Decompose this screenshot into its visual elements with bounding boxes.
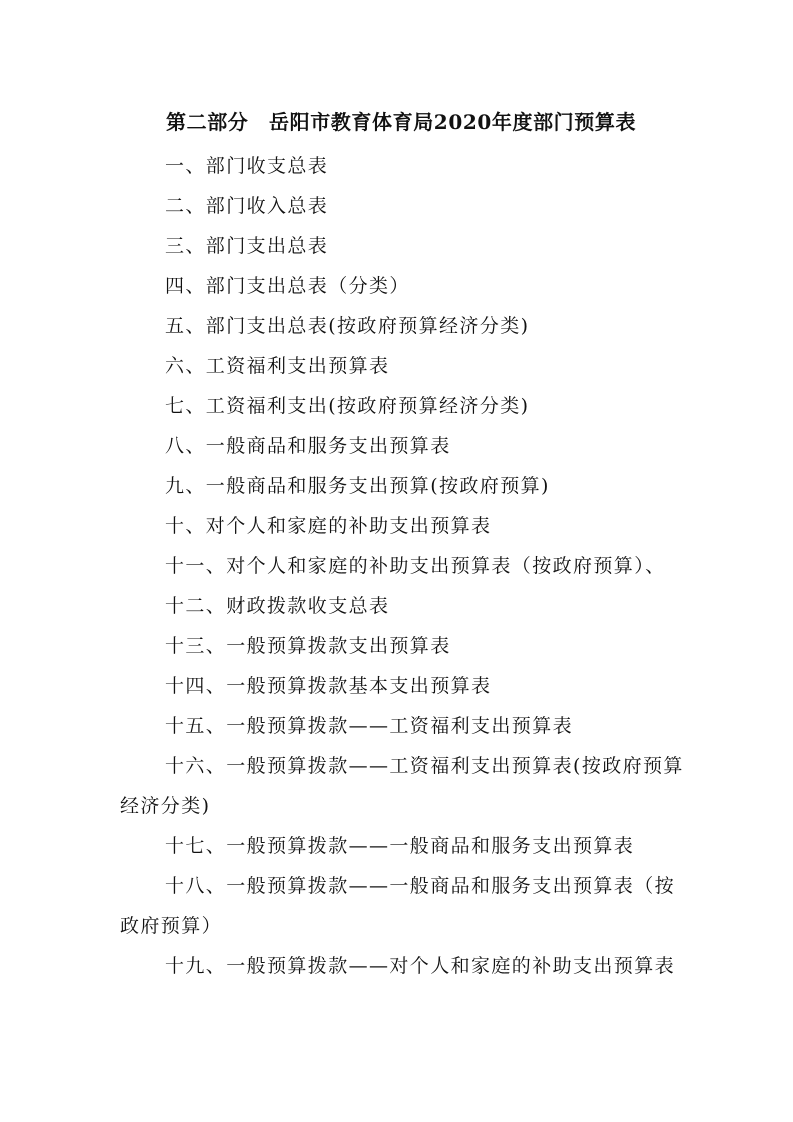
list-item: 七、工资福利支出(按政府预算经济分类): [165, 395, 530, 417]
list-item: 四、部门支出总表（分类）: [165, 275, 410, 297]
list-item: 十四、一般预算拨款基本支出预算表: [165, 675, 492, 697]
table-list: [120, 146, 685, 986]
list-item: 六、工资福利支出预算表: [165, 355, 390, 377]
list-item: 三、部门支出总表: [165, 235, 329, 257]
list-item: 十五、一般预算拨款——工资福利支出预算表: [165, 715, 574, 737]
list-item: 十三、一般预算拨款支出预算表: [165, 635, 451, 657]
list-item: 十六、一般预算拨款——工资福利支出预算表(按政府预算经济分类): [120, 755, 684, 817]
list-item: 十一、对个人和家庭的补助支出预算表（按政府预算）、: [165, 555, 666, 577]
list-item: 八、一般商品和服务支出预算表: [165, 435, 451, 457]
list-item: 九、一般商品和服务支出预算(按政府预算): [165, 475, 550, 497]
list-item: 一、部门收支总表: [165, 155, 329, 177]
list-item: 二、部门收入总表: [165, 195, 329, 217]
page-title: 第二部分 岳阳市教育体育局2020年度部门预算表: [166, 110, 637, 134]
list-item: 十九、一般预算拨款——对个人和家庭的补助支出预算表: [165, 955, 676, 977]
list-item: 十、对个人和家庭的补助支出预算表: [165, 515, 492, 537]
list-item: 五、部门支出总表(按政府预算经济分类): [165, 315, 530, 337]
list-item: 十二、财政拨款收支总表: [165, 595, 390, 617]
list-item: 十七、一般预算拨款——一般商品和服务支出预算表: [165, 835, 635, 857]
list-item: 十八、一般预算拨款——一般商品和服务支出预算表（按政府预算）: [120, 875, 676, 937]
